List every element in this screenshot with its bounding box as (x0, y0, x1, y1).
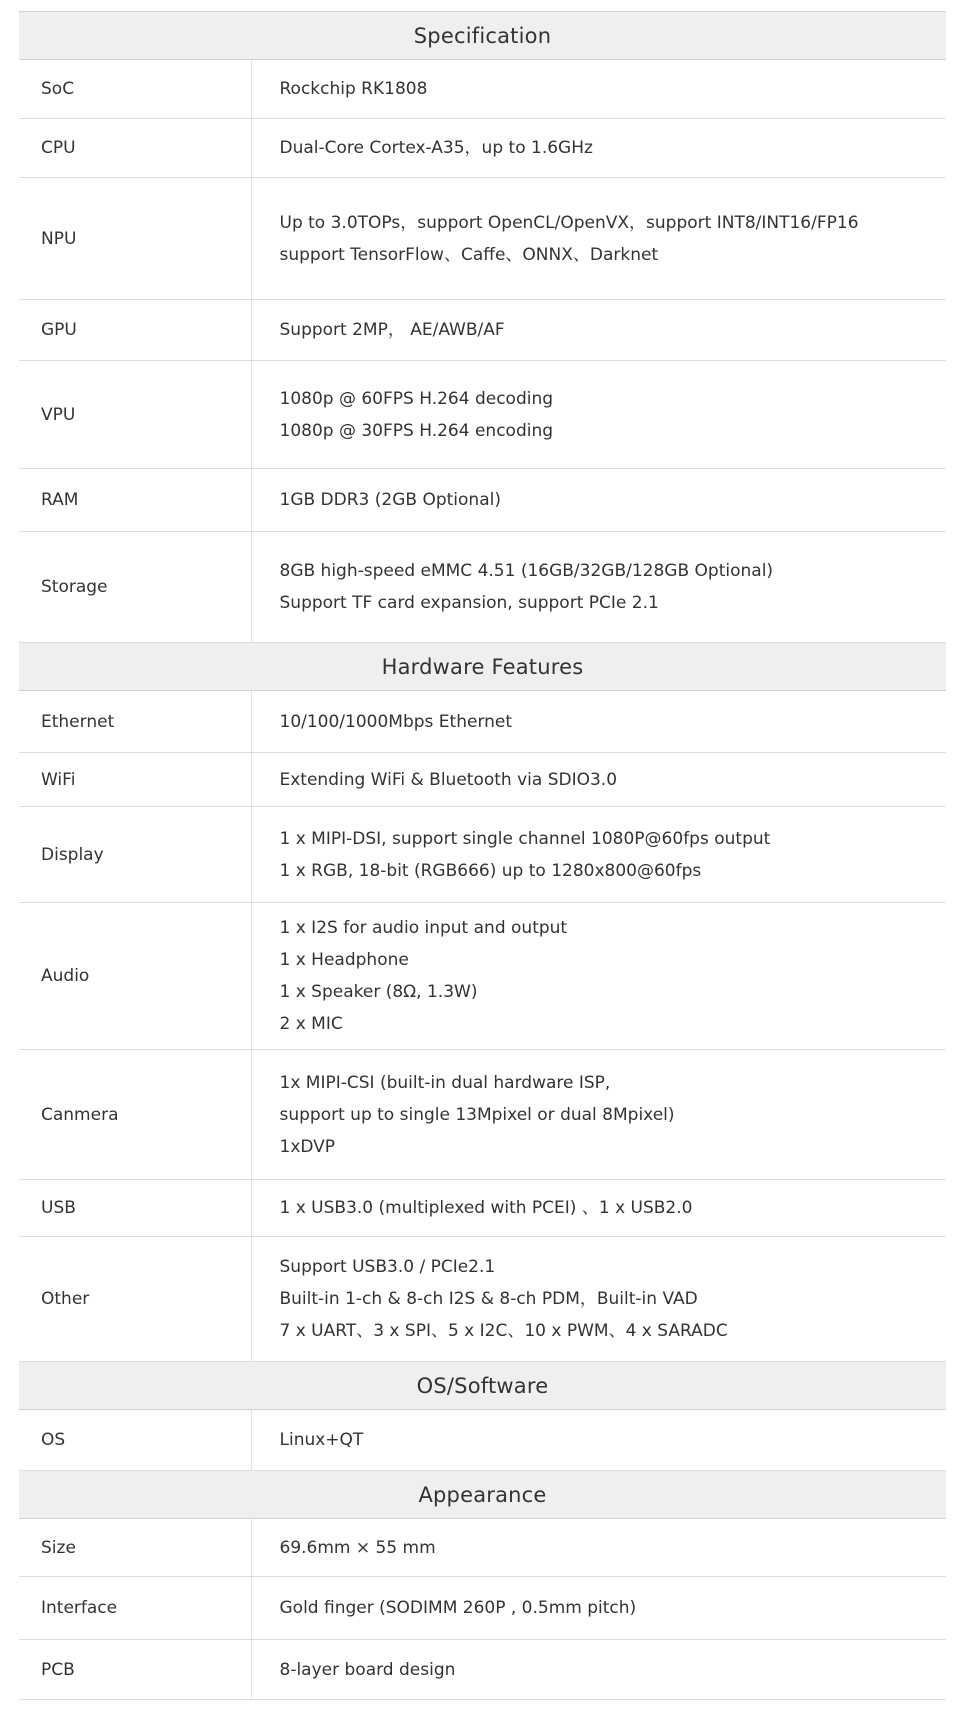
spec-value (251, 469, 946, 532)
spec-table-body (19, 12, 946, 1700)
spec-value-line: 8-layer board design (279, 1659, 456, 1680)
spec-value-line: Rockchip RK1808 (279, 79, 428, 99)
spec-value-line: 1x MIPI-CSI (built-in dual hardware ISP, (279, 1072, 611, 1093)
spec-label: PCB (19, 1640, 251, 1700)
spec-row-usb (19, 1180, 946, 1237)
spec-value-line: 10/100/1000Mbps Ethernet (279, 711, 513, 732)
spec-value-line: 1 x RGB, 18-bit (RGB666) up to 1280x800@60fps (279, 860, 702, 881)
spec-table (19, 11, 946, 1700)
spec-label: NPU (19, 178, 251, 300)
spec-label: SoC (19, 60, 251, 119)
spec-row-npu (19, 178, 946, 300)
spec-label: Display (19, 807, 251, 903)
spec-value (251, 300, 946, 361)
spec-value-line: support TensorFlow、Caffe、ONNX、Darknet (279, 244, 659, 265)
spec-row-display (19, 807, 946, 903)
spec-value-line: 1 x I2S for audio input and output (279, 918, 568, 938)
spec-value-line: Support 2MP， AE/AWB/AF (279, 320, 505, 340)
spec-value-line: 8GB high-speed eMMC 4.51 (16GB/32GB/128GB Optional) (279, 561, 774, 581)
spec-value-line: 1 x Speaker (8Ω, 1.3W) (279, 982, 478, 1002)
section-title: OS/Software (19, 1362, 946, 1410)
spec-value-line: 7 x UART、3 x SPI、5 x I2C、10 x PWM、4 x SARADC (279, 1321, 728, 1341)
spec-value-line: Up to 3.0TOPs，support OpenCL/OpenVX，support INT8/INT16/FP16 (279, 212, 859, 233)
spec-value (251, 903, 946, 1050)
spec-value (251, 1640, 946, 1700)
spec-row-cpu (19, 119, 946, 178)
spec-value (251, 753, 946, 807)
spec-value-line: Gold finger (SODIMM 260P , 0.5mm pitch) (279, 1598, 637, 1618)
spec-row-vpu (19, 361, 946, 469)
spec-value (251, 691, 946, 753)
spec-row-wifi (19, 753, 946, 807)
spec-row-storage (19, 532, 946, 643)
spec-value (251, 1180, 946, 1237)
spec-row-size (19, 1519, 946, 1577)
spec-row-gpu (19, 300, 946, 361)
spec-label: Storage (19, 532, 251, 643)
spec-row-other (19, 1237, 946, 1362)
spec-label: OS (19, 1410, 251, 1471)
spec-value-line: 1 x Headphone (279, 950, 409, 970)
spec-label: VPU (19, 361, 251, 469)
spec-row-audio (19, 903, 946, 1050)
section-title: Specification (19, 12, 946, 60)
spec-value-line: Support USB3.0 / PCIe2.1 (279, 1257, 496, 1277)
spec-label: Size (19, 1519, 251, 1577)
spec-label: Interface (19, 1577, 251, 1640)
spec-label: WiFi (19, 753, 251, 807)
spec-row-interface (19, 1577, 946, 1640)
section-title: Appearance (19, 1471, 946, 1519)
section-header-specification (19, 12, 946, 60)
spec-value-line: support up to single 13Mpixel or dual 8Mpixel) (279, 1104, 675, 1125)
spec-value (251, 1577, 946, 1640)
spec-label: RAM (19, 469, 251, 532)
spec-value-line: 69.6mm × 55 mm (279, 1537, 436, 1558)
spec-label: USB (19, 1180, 251, 1237)
section-header-os-software (19, 1362, 946, 1410)
spec-value-line: 1080p @ 30FPS H.264 encoding (279, 420, 554, 441)
spec-value (251, 119, 946, 178)
spec-value-line: Support TF card expansion, support PCIe 2.1 (279, 593, 659, 613)
spec-label: Canmera (19, 1050, 251, 1180)
spec-value (251, 178, 946, 300)
spec-value (251, 1519, 946, 1577)
spec-value-line: Dual-Core Cortex-A35，up to 1.6GHz (279, 138, 593, 158)
spec-value-line: 1080p @ 60FPS H.264 decoding (279, 388, 554, 409)
spec-value-line: 2 x MIC (279, 1014, 343, 1034)
spec-label: CPU (19, 119, 251, 178)
spec-row-ethernet (19, 691, 946, 753)
spec-value-line: Extending WiFi & Bluetooth via SDIO3.0 (279, 769, 618, 790)
spec-value-line: Built-in 1-ch & 8-ch I2S & 8-ch PDM，Built-in VAD (279, 1289, 698, 1309)
spec-value-line: 1 x USB3.0 (multiplexed with PCEI) 、1 x USB2.0 (279, 1198, 693, 1218)
spec-value (251, 1237, 946, 1362)
spec-value (251, 1050, 946, 1180)
spec-label: Audio (19, 903, 251, 1050)
spec-value-line: 1GB DDR3 (2GB Optional) (279, 490, 501, 510)
spec-label: GPU (19, 300, 251, 361)
section-header-hardware-features (19, 643, 946, 691)
spec-value-line: Linux+QT (279, 1430, 364, 1450)
spec-value-line: 1 x MIPI-DSI, support single channel 1080P@60fps output (279, 828, 771, 849)
spec-label: Other (19, 1237, 251, 1362)
spec-value (251, 532, 946, 643)
section-header-appearance (19, 1471, 946, 1519)
spec-value-line: 1xDVP (279, 1136, 336, 1157)
spec-row-os (19, 1410, 946, 1471)
spec-value (251, 60, 946, 119)
spec-value (251, 361, 946, 469)
spec-value (251, 1410, 946, 1471)
spec-row-pcb (19, 1640, 946, 1700)
spec-row-ram (19, 469, 946, 532)
section-title: Hardware Features (19, 643, 946, 691)
spec-value (251, 807, 946, 903)
spec-row-canmera (19, 1050, 946, 1180)
spec-row-soc (19, 60, 946, 119)
spec-label: Ethernet (19, 691, 251, 753)
